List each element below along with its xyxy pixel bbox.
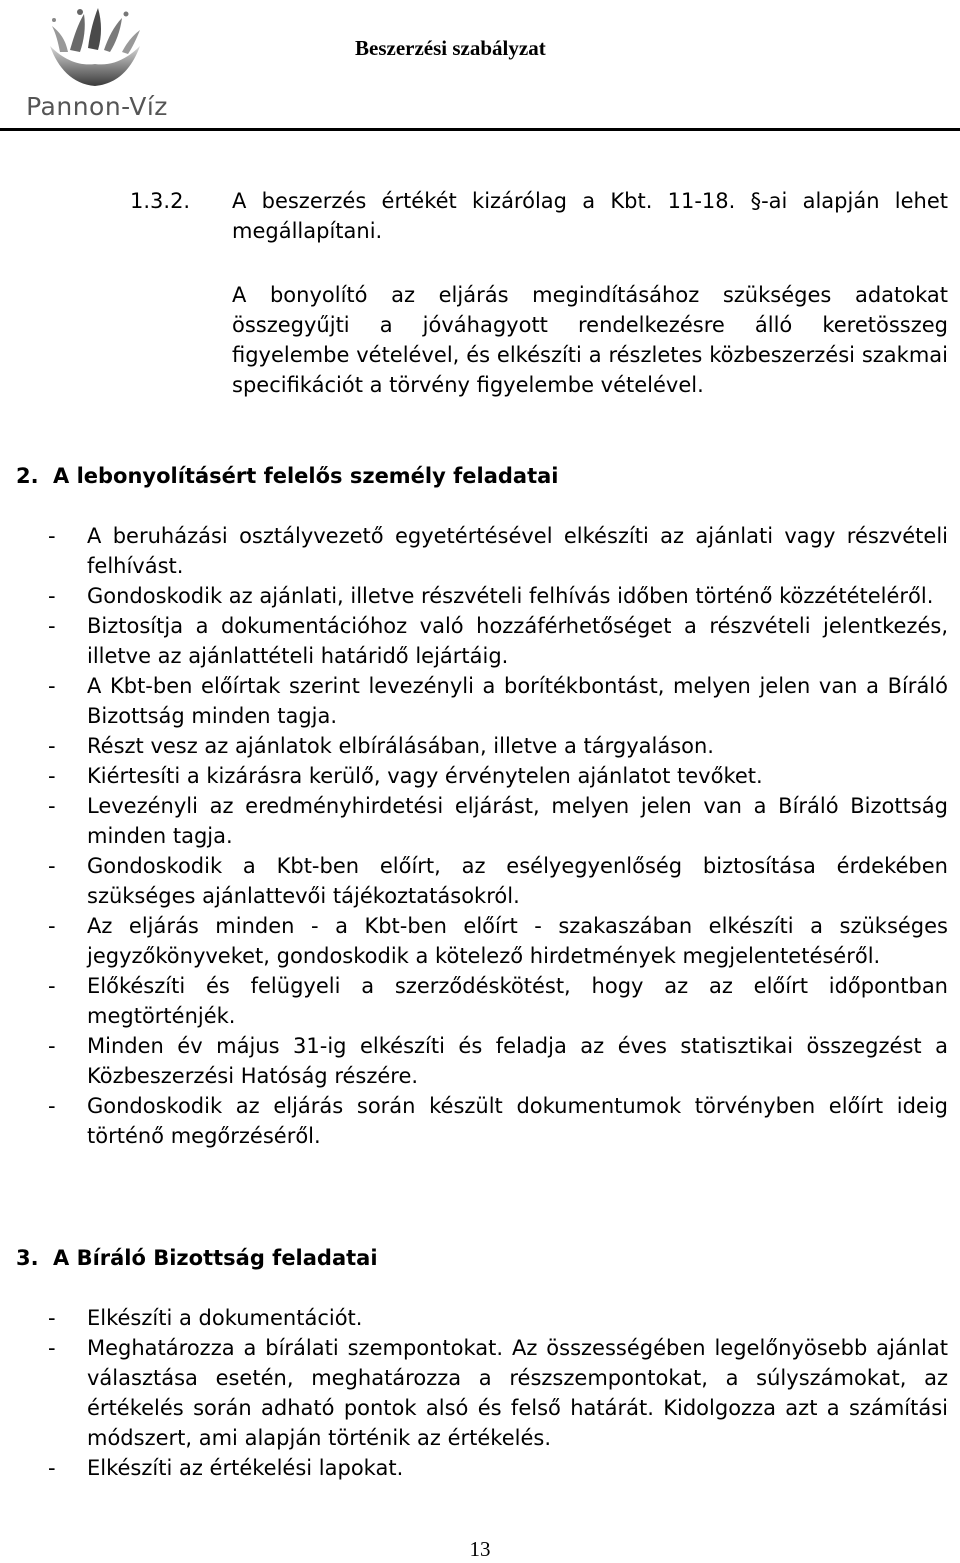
- bonyolito-paragraph: A bonyolító az eljárás megindításához szükséges adatokat összegyűjti a jóváhagyott rendelkezésre álló keretösszeg figyelembe vételével, és elkészíti a részletes közbeszerzési szakmai specifikációt a törvény figyelembe vételével.: [232, 283, 948, 397]
- list-item: [0, 731, 948, 761]
- heading-title: A lebonyolításért felelős személy feladatai: [53, 464, 559, 488]
- section-number: 1.3.2.: [130, 189, 191, 213]
- list-item-text: Az eljárás minden - a Kbt-ben előírt - szakaszában elkészíti a szükséges jegyzőkönyveket, gondoskodik a kötelező hirdetmények megjelentetéséről.: [87, 914, 948, 968]
- dash-marker: -: [48, 734, 56, 758]
- heading-number: 2.: [16, 464, 39, 488]
- list-item-text: Kiértesíti a kizárásra kerülő, vagy érvénytelen ajánlatot tevőket.: [87, 764, 763, 788]
- list-item: [0, 581, 948, 611]
- dash-marker: -: [48, 1336, 56, 1360]
- list-item-text: Levezényli az eredményhirdetési eljárást, melyen jelen van a Bíráló Bizottság minden tagja.: [87, 794, 948, 848]
- header-divider: [0, 128, 960, 131]
- list-item: [0, 851, 948, 911]
- document-title: Beszerzési szabályzat: [355, 36, 546, 60]
- dash-marker: -: [48, 614, 56, 638]
- section-2-list: [0, 521, 960, 1151]
- list-item: [0, 1031, 948, 1091]
- list-item: [0, 1333, 948, 1453]
- list-item-text: A Kbt-ben előírtak szerint levezényli a borítékbontást, melyen jelen van a Bíráló Bizottság minden tagja.: [87, 674, 948, 728]
- list-item: [0, 911, 948, 971]
- dash-marker: -: [48, 764, 56, 788]
- list-item-text: Biztosítja a dokumentációhoz való hozzáférhetőséget a részvételi jelentkezés, illetve az ajánlattételi határidő lejártáig.: [87, 614, 948, 668]
- list-item: [0, 971, 948, 1031]
- list-item-text: Részt vesz az ajánlatok elbírálásában, illetve a tárgyaláson.: [87, 734, 714, 758]
- dash-marker: -: [48, 854, 56, 878]
- page-header: [0, 0, 960, 132]
- list-item: [0, 791, 948, 851]
- list-item-text: Előkészíti és felügyeli a szerződéskötést, hogy az az előírt időpontban megtörténjék.: [87, 974, 948, 1028]
- water-splash-icon: [40, 6, 150, 92]
- section-3-list: [0, 1303, 960, 1483]
- dash-marker: -: [48, 914, 56, 938]
- dash-marker: -: [48, 1456, 56, 1480]
- dash-marker: -: [48, 1034, 56, 1058]
- dash-marker: -: [48, 524, 56, 548]
- list-item: [0, 1303, 948, 1333]
- dash-marker: -: [48, 584, 56, 608]
- heading-number: 3.: [16, 1246, 39, 1270]
- pannon-viz-logo: [12, 6, 182, 124]
- list-item-text: Gondoskodik a Kbt-ben előírt, az esélyegyenlőség biztosítása érdekében szükséges ajánlattevői tájékoztatásokról.: [87, 854, 948, 908]
- list-item-text: Gondoskodik az ajánlati, illetve részvételi felhívás időben történő közzétételéről.: [87, 584, 934, 608]
- list-item-text: A beruházási osztályvezető egyetértésével elkészíti az ajánlati vagy részvételi felhívást.: [87, 524, 948, 578]
- list-item-text: Meghatározza a bírálati szempontokat. Az összességében legelőnyösebb ajánlat választása esetén, meghatározza a részszempontokat, a súlyszámokat, az értékelés során adható pontok alsó és felső határát. Kidolgozza azt a számítási módszert, ami alapján történik az értékelés.: [87, 1336, 948, 1450]
- section-3-heading: [16, 1243, 378, 1273]
- list-item: [0, 521, 948, 581]
- list-item: [0, 671, 948, 731]
- list-item: [0, 1453, 948, 1483]
- dash-marker: -: [48, 1306, 56, 1330]
- dash-marker: -: [48, 1094, 56, 1118]
- dash-marker: -: [48, 674, 56, 698]
- dash-marker: -: [48, 974, 56, 998]
- heading-title: A Bíráló Bizottság feladatai: [53, 1246, 378, 1270]
- list-item: [0, 611, 948, 671]
- list-item: [0, 761, 948, 791]
- section-text: A beszerzés értékét kizárólag a Kbt. 11-18. §-ai alapján lehet megállapítani.: [232, 189, 948, 243]
- dash-marker: -: [48, 794, 56, 818]
- list-item-text: Elkészíti a dokumentációt.: [87, 1306, 363, 1330]
- page-number: 13: [469, 1537, 491, 1561]
- list-item-text: Minden év május 31-ig elkészíti és feladja az éves statisztikai összegzést a Közbeszerzési Hatóság részére.: [87, 1034, 948, 1088]
- list-item: [0, 1091, 948, 1151]
- list-item-text: Gondoskodik az eljárás során készült dokumentumok törvényben előírt ideig történő megőrzéséről.: [87, 1094, 948, 1148]
- list-item-text: Elkészíti az értékelési lapokat.: [87, 1456, 404, 1480]
- logo-wordmark: Pannon-Víz: [26, 92, 168, 121]
- section-2-heading: [16, 461, 559, 491]
